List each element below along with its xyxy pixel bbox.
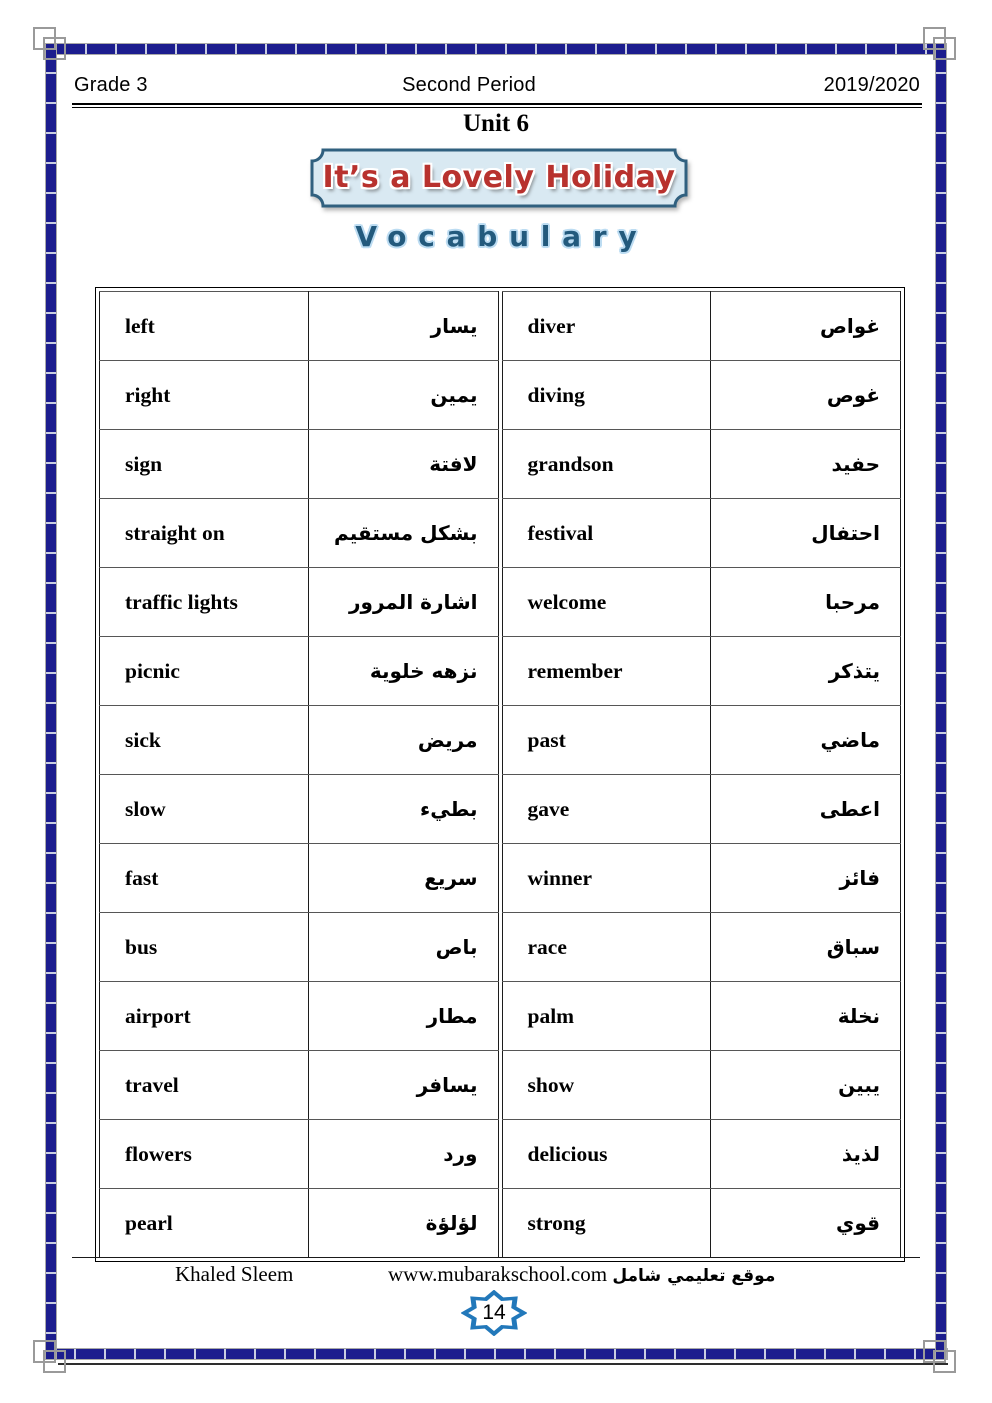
table-row xyxy=(100,775,499,844)
english-term: festival xyxy=(502,499,711,568)
arabic-term: مطار xyxy=(308,982,498,1051)
arabic-term: بشكل مستقيم xyxy=(308,499,498,568)
table-row xyxy=(502,361,901,430)
arabic-term: باص xyxy=(308,913,498,982)
english-term: picnic xyxy=(100,637,309,706)
table-row xyxy=(502,637,901,706)
arabic-term: سباق xyxy=(711,913,901,982)
english-term: left xyxy=(100,292,309,361)
page-border-top xyxy=(56,43,936,55)
arabic-term: غواص xyxy=(711,292,901,361)
period-label: Second Period xyxy=(402,74,536,96)
arabic-term: يمين xyxy=(308,361,498,430)
english-term: grandson xyxy=(502,430,711,499)
english-term: welcome xyxy=(502,568,711,637)
table-row xyxy=(502,982,901,1051)
page-border-bottom xyxy=(45,1348,948,1360)
website-label-arabic: موقع تعليمي شامل xyxy=(612,1266,776,1286)
table-row xyxy=(100,637,499,706)
page-number-badge xyxy=(461,1290,527,1336)
grade-label: Grade 3 xyxy=(74,74,148,96)
table-row xyxy=(100,430,499,499)
table-row xyxy=(502,1189,901,1258)
table-row xyxy=(100,1051,499,1120)
section-title: Vocabulary xyxy=(355,220,649,253)
unit-title: Unit 6 xyxy=(463,110,529,137)
footer-website xyxy=(388,1262,775,1287)
english-term: right xyxy=(100,361,309,430)
english-term: fast xyxy=(100,844,309,913)
table-row xyxy=(100,499,499,568)
arabic-term: احتفال xyxy=(711,499,901,568)
footer-divider xyxy=(72,1257,920,1258)
english-term: pearl xyxy=(100,1189,309,1258)
table-row xyxy=(502,913,901,982)
arabic-term: ورد xyxy=(308,1120,498,1189)
arabic-term: لافتة xyxy=(308,430,498,499)
page-header xyxy=(74,74,920,97)
english-term: sign xyxy=(100,430,309,499)
english-term: race xyxy=(502,913,711,982)
arabic-term: لؤلؤة xyxy=(308,1189,498,1258)
table-row xyxy=(100,982,499,1051)
english-term: diver xyxy=(502,292,711,361)
arabic-term: يسار xyxy=(308,292,498,361)
english-term: strong xyxy=(502,1189,711,1258)
arabic-term: مريض xyxy=(308,706,498,775)
english-term: winner xyxy=(502,844,711,913)
arabic-term: مرحبا xyxy=(711,568,901,637)
page-number: 14 xyxy=(482,1301,506,1324)
website-url: www.mubarakschool.com xyxy=(388,1262,608,1286)
header-divider xyxy=(72,103,922,108)
english-term: traffic lights xyxy=(100,568,309,637)
school-year-label: 2019/2020 xyxy=(823,74,920,96)
table-row xyxy=(100,292,499,361)
table-row xyxy=(502,1051,901,1120)
table-row xyxy=(502,775,901,844)
table-row xyxy=(100,706,499,775)
arabic-term: اشارة المرور xyxy=(308,568,498,637)
arabic-term: ماضي xyxy=(711,706,901,775)
vocab-table-right xyxy=(502,291,902,1258)
english-term: flowers xyxy=(100,1120,309,1189)
english-term: slow xyxy=(100,775,309,844)
arabic-term: يسافر xyxy=(308,1051,498,1120)
english-term: past xyxy=(502,706,711,775)
table-row xyxy=(100,361,499,430)
table-row xyxy=(502,568,901,637)
arabic-term: قوي xyxy=(711,1189,901,1258)
table-row xyxy=(100,844,499,913)
arabic-term: يتذكر xyxy=(711,637,901,706)
table-row xyxy=(100,1120,499,1189)
table-row xyxy=(502,706,901,775)
table-row xyxy=(502,430,901,499)
arabic-term: يبين xyxy=(711,1051,901,1120)
arabic-term: اعطى xyxy=(711,775,901,844)
english-term: bus xyxy=(100,913,309,982)
author-name: Khaled Sleem xyxy=(175,1262,294,1286)
english-term: gave xyxy=(502,775,711,844)
arabic-term: بطيء xyxy=(308,775,498,844)
english-term: delicious xyxy=(502,1120,711,1189)
table-row xyxy=(502,292,901,361)
english-term: airport xyxy=(100,982,309,1051)
arabic-term: فائز xyxy=(711,844,901,913)
english-term: travel xyxy=(100,1051,309,1120)
arabic-term: نخلة xyxy=(711,982,901,1051)
english-term: sick xyxy=(100,706,309,775)
vocab-table-left xyxy=(99,291,499,1258)
table-row xyxy=(100,913,499,982)
page-border-shadow-line xyxy=(58,1363,948,1365)
arabic-term: غوص xyxy=(711,361,901,430)
english-term: palm xyxy=(502,982,711,1051)
table-row xyxy=(502,499,901,568)
table-row xyxy=(100,1189,499,1258)
table-row xyxy=(100,568,499,637)
vocabulary-table-wrapper xyxy=(95,287,905,1262)
arabic-term: نزهه خلوية xyxy=(308,637,498,706)
arabic-term: لذيذ xyxy=(711,1120,901,1189)
arabic-term: حفيد xyxy=(711,430,901,499)
english-term: remember xyxy=(502,637,711,706)
table-row xyxy=(502,1120,901,1189)
lesson-title-plaque xyxy=(310,148,688,208)
english-term: show xyxy=(502,1051,711,1120)
lesson-title: It’s a Lovely Holiday xyxy=(322,159,676,195)
arabic-term: سريع xyxy=(308,844,498,913)
english-term: diving xyxy=(502,361,711,430)
english-term: straight on xyxy=(100,499,309,568)
table-row xyxy=(502,844,901,913)
